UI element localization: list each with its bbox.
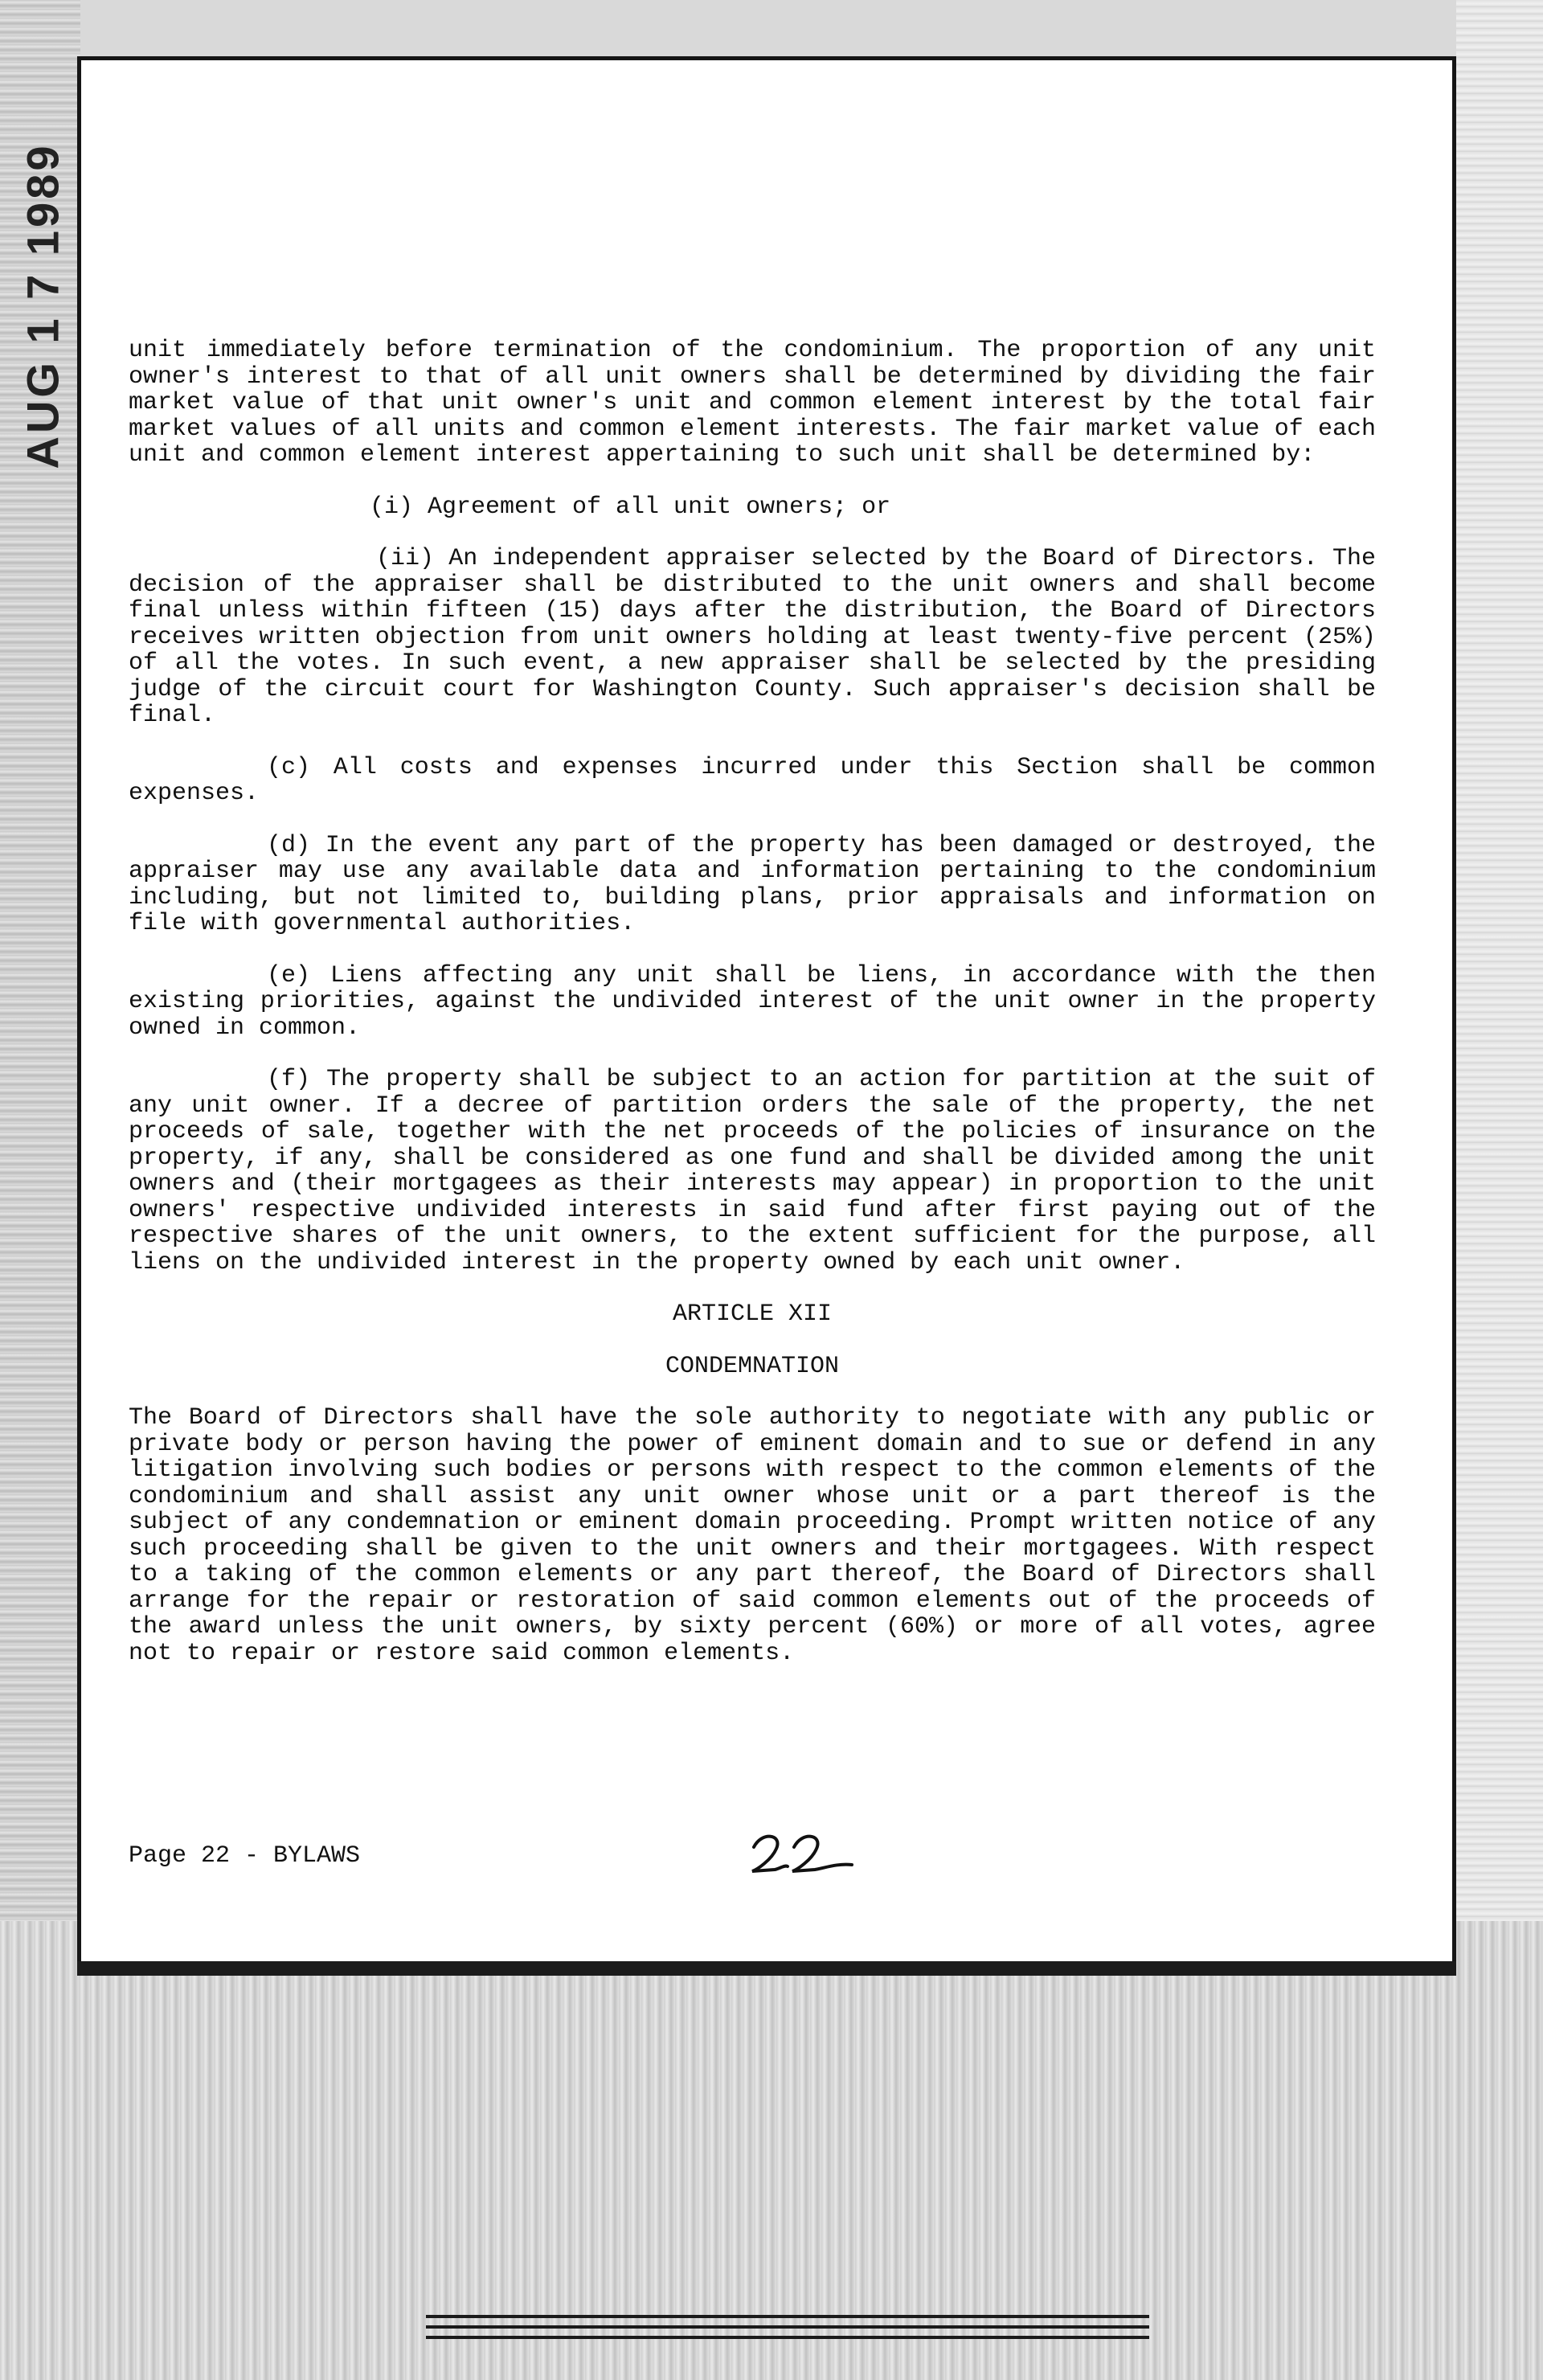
date-stamp-text: AUG 1 7 1989 xyxy=(17,142,68,469)
list-item-ii: (ii) An independent appraiser selected by the Board of Directors. The decision of the appraiser shall be distributed to the unit owners and shall become final unless within fifteen (15) days after the distribution, the Board of Directors receives written objection from unit owners holding at least twenty-five percent (25%) of all the votes. In such event, a new appraiser shall be selected by the presiding judge of the circuit court for Washington County. Such appraiser's decision shall be final. xyxy=(129,545,1376,729)
handwritten-page-number xyxy=(747,1825,860,1881)
paragraph-e: (e) Liens affecting any unit shall be liens, in accordance with the then existing priorities, against the undivided interest of the unit owner in the property owned in common. xyxy=(129,961,1376,1042)
paragraph-termination: unit immediately before termination of the condominium. The proportion of any unit owner's interest to that of all unit owners shall be determined by dividing the fair market value of that unit owner's unit and common element interest by the total fair market values of all units and common element interests. The fair market value of each unit and common element interest appertaining to such unit shall be determined by: xyxy=(129,337,1376,469)
paragraph-condemnation: The Board of Directors shall have the sole authority to negotiate with any public or private body or person having the power of eminent domain and to sue or defend in any litigation involving such bodies or persons with respect to the common elements of the condominium and shall assist any unit owner whose unit or a part thereof is the subject of any condemnation or eminent domain proceeding. Prompt written notice of any such proceeding shall be given to the unit owners and their mortgagees. With respect to a taking of the common elements or any part thereof, the Board of Directors shall arrange for the repair or restoration of said common elements out of the proceeds of the award unless the unit owners, by sixty percent (60%) or more of all votes, agree not to repair or restore said common elements. xyxy=(129,1404,1376,1667)
list-item-i: (i) Agreement of all unit owners; or xyxy=(370,493,891,521)
paragraph-f: (f) The property shall be subject to an action for partition at the suit of any unit owner. If a decree of partition orders the sale of the property, the net proceeds of sale, together with the net proceeds of the policies of insurance on the property, if any, shall be considered as one fund and shall be divided among the unit owners and (their mortgagees as their interests may appear) in proportion to the unit owners' respective undivided interests in said fund after first paying out of the respective shares of the unit owners, to the extent sufficient for the purpose, all liens on the undivided interest in the property owned by each unit owner. xyxy=(129,1066,1376,1276)
article-heading: ARTICLE XII xyxy=(672,1301,833,1328)
date-stamp xyxy=(6,142,79,469)
scan-rule-lines xyxy=(426,2315,1149,2355)
page-bottom-band xyxy=(77,1961,1456,1976)
page-footer xyxy=(129,1834,1376,1882)
scan-edge-bottom xyxy=(0,1921,1543,2380)
article-title: CONDEMNATION xyxy=(665,1352,840,1380)
document-body xyxy=(129,338,1376,1692)
page-number-label: Page 22 - BYLAWS xyxy=(129,1842,361,1870)
paragraph-c: (c) All costs and expenses incurred under this Section shall be common expenses. xyxy=(129,753,1376,807)
paragraph-d: (d) In the event any part of the property has been damaged or destroyed, the appraiser may use any available data and information pertaining to the condominium including, but not limited to, building plans, prior appraisals and information on file with governmental authorities. xyxy=(129,831,1376,937)
